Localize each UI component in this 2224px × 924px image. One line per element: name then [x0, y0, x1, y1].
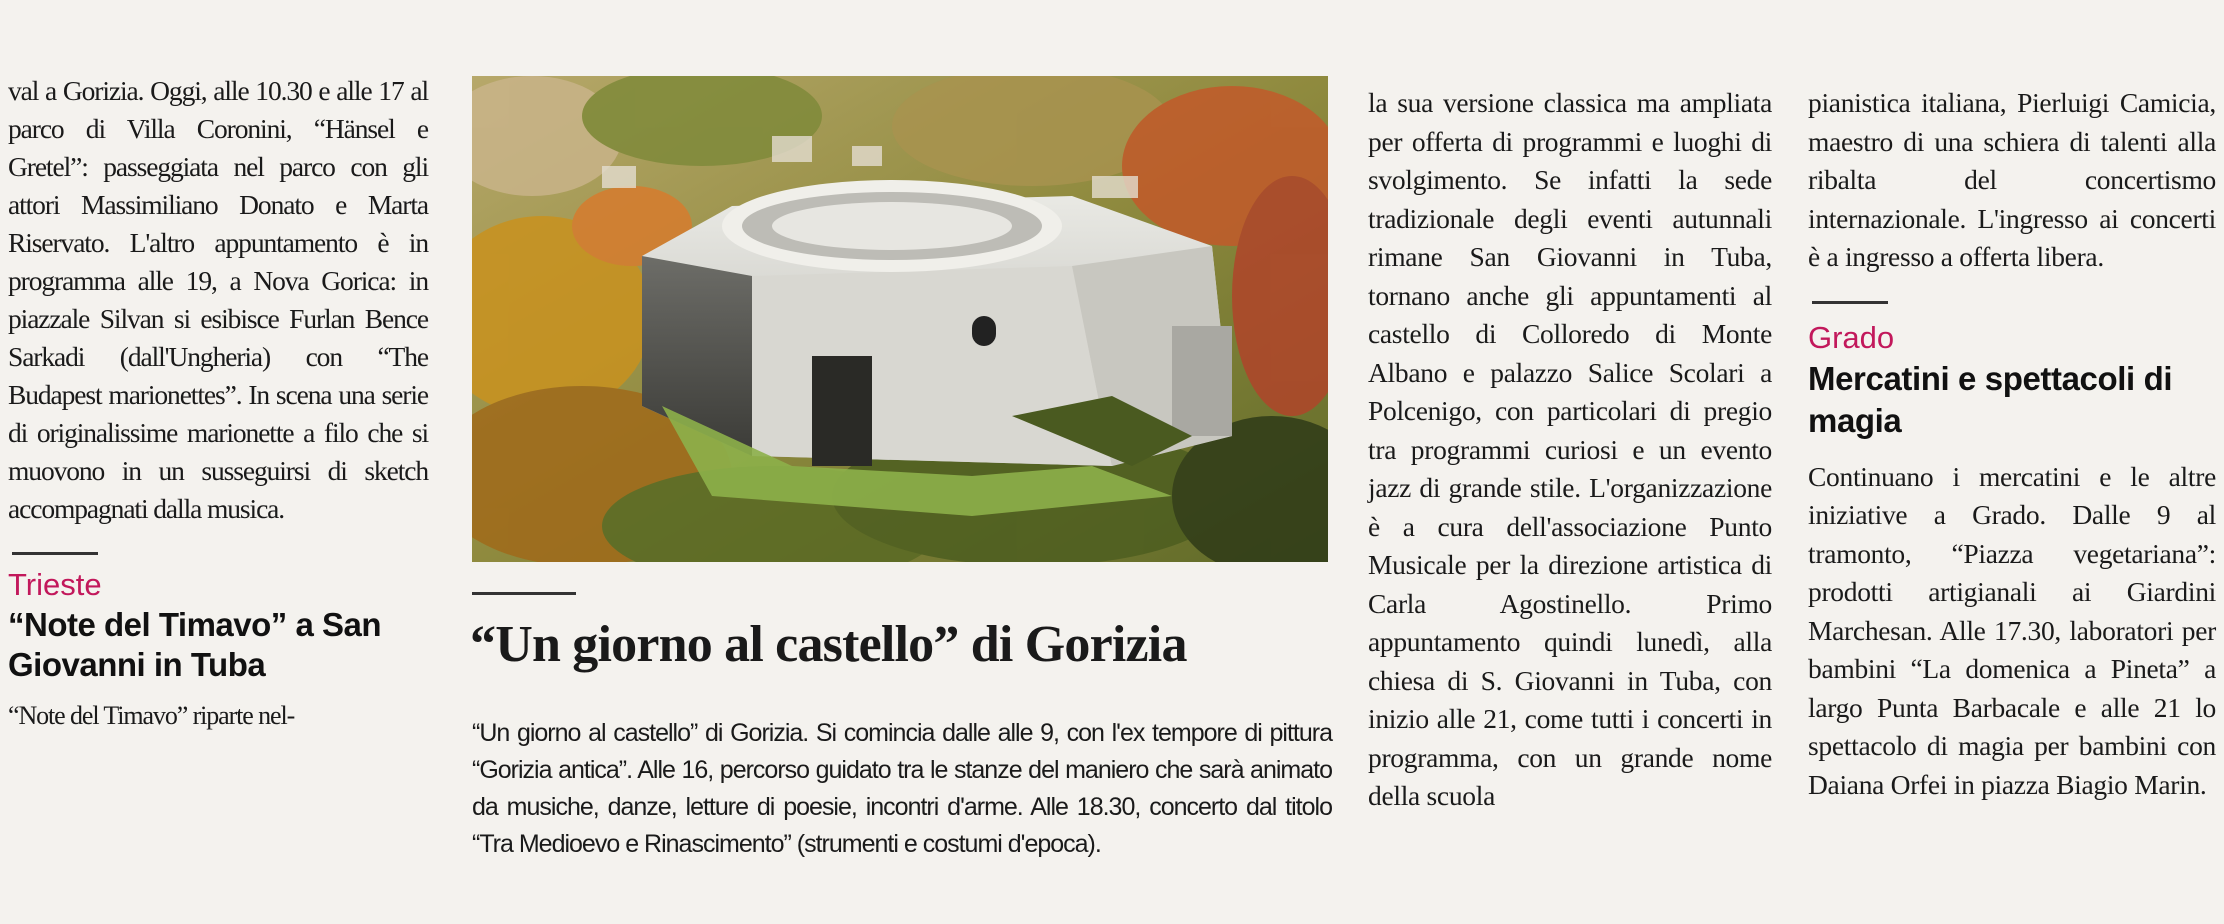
section-divider — [472, 592, 576, 595]
article-headline-castello: “Un giorno al castello” di Gorizia — [470, 616, 1187, 673]
article-lead: “Note del Timavo” riparte nel- — [8, 701, 295, 730]
castle-photo — [472, 76, 1328, 562]
article-headline-note-del-timavo: “Note del Timavo” a San Giovanni in Tuba — [8, 606, 381, 683]
third-column — [1368, 84, 1772, 816]
left-column — [8, 72, 428, 735]
section-kicker-grado: Grado — [1808, 319, 1895, 355]
right-column — [1808, 84, 2216, 804]
section-divider — [12, 552, 98, 555]
section-divider — [1812, 301, 1888, 304]
article-body-castello: “Un giorno al castello” di Gorizia. Si comincia dalle alle 9, con l'ex tempore di pittura “Gorizia antica”. Alle 16, percorso guidato tra le stanze del maniero che sarà animato da musiche, danze, letture di poesie, incontri d'arme. Alle 18.30, concerto dal titolo “Tra Medioevo e Rinascimento” (strumenti e costumi d'epoca). — [472, 719, 1332, 858]
article-headline-mercatini: Mercatini e spettacoli di magia — [1808, 359, 2173, 439]
third-column-body: la sua versione classica ma ampliata per offerta di programmi e luoghi di svolgimento. Se infatti la sede tradizionale degli eventi autunnali rimane San Giovanni in Tuba, tornano anche gli appuntamenti al castello di Colloredo di Monte Albano e palazzo Salice Scolari a Polcenigo, con particolari di pregio tra programmi curiosi e un evento jazz di grande stile. L'organizzazione è a cura dell'associazione Punto Musicale per la direzione artistica di Carla Agostinello. Primo appuntamento quindi lunedì, alla chiesa di S. Giovanni in Tuba, con inizio alle 21, come tutti i concerti in programma, con un grande nome della scuola — [1368, 87, 1772, 811]
left-column-body: val a Gorizia. Oggi, alle 10.30 e alle 17 al parco di Villa Coronini, “Hänsel e Gretel”: passeggiata nel parco con gli attori Massimiliano Donato e Marta Riservato. L'altro appuntamento è in programma alle 19, a Nova Gorica: in piazzale Silvan si esibisce Furlan Bence Sarkadi (dall'Ungheria) con “The Budapest marionettes”. In scena una serie di originalissime marionette a filo che si muovono in un susseguirsi di sketch accompagnati dalla musica. — [8, 75, 428, 524]
section-kicker-trieste: Trieste — [8, 567, 102, 602]
article-body-mercatini: Continuano i mercatini e le altre iniziative a Grado. Dalle 9 al tramonto, “Piazza vegetariana”: prodotti artigianali ai Giardini Marchesan. Alle 17.30, laboratori per bambini “La domenica a Pineta” a largo Punta Barbacale e alle 21 lo spettacolo di magia per bambini con Daiana Orfei in piazza Biagio Marin. — [1808, 460, 2216, 800]
right-column-body-top: pianistica italiana, Pierluigi Camicia, maestro di una schiera di talenti alla ribalta del concertismo internazionale. L'ingresso ai concerti è a ingresso a offerta libera. — [1808, 87, 2216, 272]
